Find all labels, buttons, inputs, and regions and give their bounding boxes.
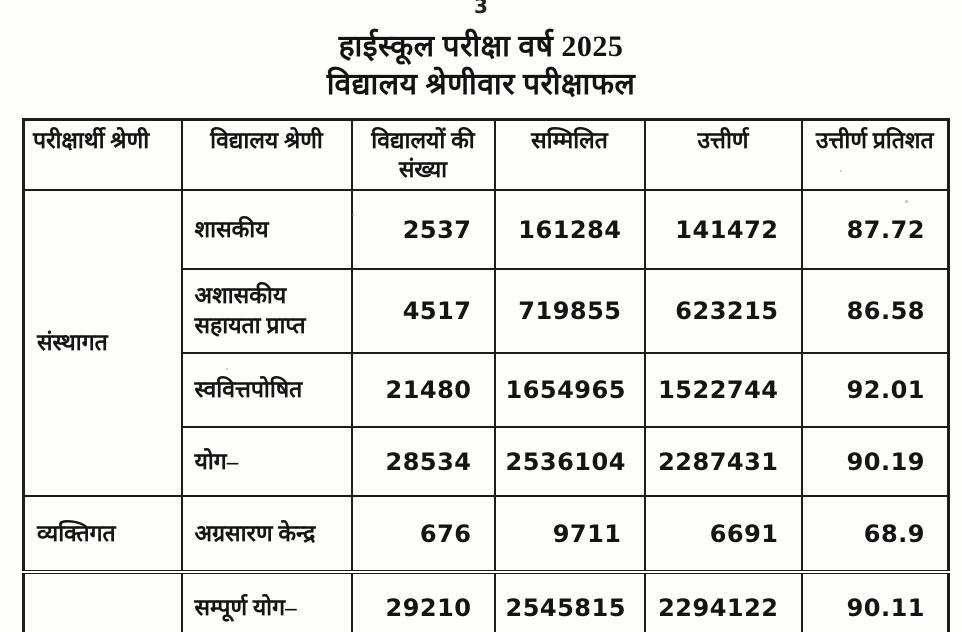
appeared-cell: 719855 [495,269,645,353]
schools-count-cell: 21480 [352,353,495,427]
pass-percent-cell: 92.01 [802,353,949,427]
page-title: हाईस्कूल परीक्षा वर्ष 2025 [338,30,624,63]
header-examinee-category: परीक्षार्थी श्रेणी [24,120,182,191]
examinee-category-cell [24,572,182,632]
pass-percent-cell: 90.19 [802,427,949,496]
schools-count-cell: 28534 [352,427,495,496]
table-row-government [24,190,949,269]
header-schools-count: विद्यालयों की संख्या [352,120,495,191]
school-category-cell: अग्रसारण केन्द्र [182,496,352,572]
passed-cell: 6691 [645,496,802,572]
school-category-cell: स्ववित्तपोषित [182,353,352,427]
document-header [0,28,962,105]
schools-count-cell: 2537 [352,190,495,269]
scan-speckle [905,200,908,203]
school-category-cell: योग– [182,427,352,496]
appeared-cell: 161284 [495,190,645,269]
passed-cell: 1522744 [645,353,802,427]
schools-count-cell: 676 [352,496,495,572]
appeared-cell: 1654965 [495,353,645,427]
header-school-category: विद्यालय श्रेणी [182,120,352,191]
scan-speckle [352,214,354,216]
table-header-row [24,120,949,191]
header-pass-percent: उत्तीर्ण प्रतिशत [802,120,949,191]
header-appeared: सम्मिलित [495,120,645,191]
passed-cell: 2294122 [645,572,802,632]
examinee-category-cell: संस्थागत [24,190,182,496]
header-passed: उत्तीर्ण [645,120,802,191]
appeared-cell: 2536104 [495,427,645,496]
page-number-strip [0,0,962,16]
results-table [22,118,950,632]
scan-speckle [226,368,228,370]
passed-cell: 2287431 [645,427,802,496]
table-row-private [24,496,949,572]
examinee-category-cell: व्यक्तिगत [24,496,182,572]
page-number: 3 [474,0,488,16]
school-category-cell: शासकीय [182,190,352,269]
pass-percent-cell: 86.58 [802,269,949,353]
pass-percent-cell: 90.11 [802,572,949,632]
schools-count-cell: 29210 [352,572,495,632]
school-category-cell: सम्पूर्ण योग– [182,572,352,632]
passed-cell: 141472 [645,190,802,269]
pass-percent-cell: 68.9 [802,496,949,572]
page-subtitle: विद्यालय श्रेणीवार परीक्षाफल [326,68,636,102]
scan-speckle [840,170,842,172]
schools-count-cell: 4517 [352,269,495,353]
appeared-cell: 9711 [495,496,645,572]
school-category-cell: अशासकीय सहायता प्राप्त [182,269,352,353]
appeared-cell: 2545815 [495,572,645,632]
passed-cell: 623215 [645,269,802,353]
table-row-grand-total [24,572,949,632]
pass-percent-cell: 87.72 [802,190,949,269]
